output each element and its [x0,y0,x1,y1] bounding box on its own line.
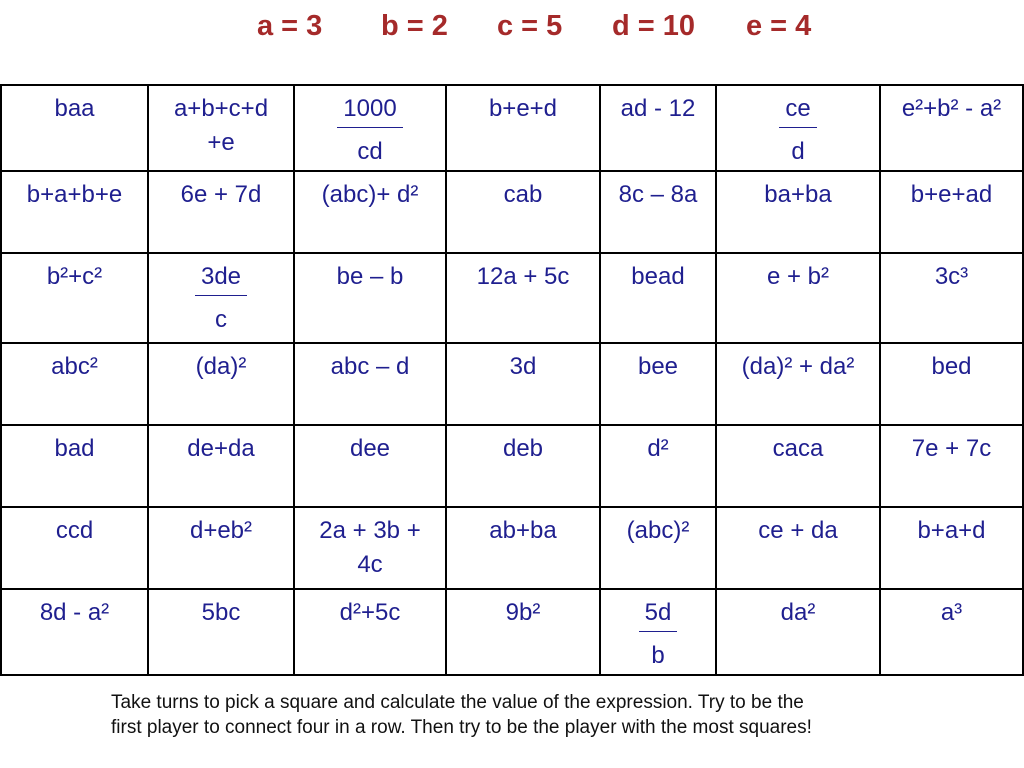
expression-square[interactable] [600,253,716,343]
fraction-denominator: c [214,306,227,333]
var-d: d = 10 [612,10,696,42]
expression-square[interactable] [294,343,446,425]
fraction-numerator: 5d [639,596,678,632]
expression-square[interactable] [294,507,446,589]
expression-square[interactable] [148,171,294,253]
expression-square[interactable] [880,507,1023,589]
expression-square[interactable] [880,425,1023,507]
expression-square[interactable] [1,85,148,171]
expression-text: b+e+d [488,95,558,122]
expression-text: abc² [51,353,98,380]
expression-text: ba+ba [764,181,832,208]
expression-text: d+eb² [189,517,253,544]
expression-square[interactable] [716,85,880,171]
expression-square[interactable] [446,589,600,675]
expression-square[interactable] [716,589,880,675]
expression-text: 5bc [201,599,241,626]
expression-text: bad [54,435,95,462]
expression-text: (abc)² [626,517,690,544]
expression-square[interactable] [716,507,880,589]
variable-values-header [0,6,1024,50]
expression-text: (da)² [195,353,247,380]
expression-square[interactable] [294,171,446,253]
expression-square[interactable] [880,589,1023,675]
expression-square[interactable] [716,253,880,343]
expression-text: 12a + 5c [476,263,570,290]
expression-text: e²+b² - a² [901,95,1002,122]
expression-text: a+b+c+d +e [173,95,269,156]
fraction-numerator: 1000 [337,92,402,128]
expression-square[interactable] [294,253,446,343]
expression-square[interactable] [148,343,294,425]
expression-text: bed [931,353,972,380]
expression-text: 3d [509,353,537,380]
fraction [779,92,816,169]
expression-square[interactable] [880,171,1023,253]
var-c: c = 5 [497,10,563,42]
expression-square[interactable] [148,589,294,675]
var-e: e = 4 [746,10,812,42]
grid-row [1,343,1023,425]
expression-text: be – b [336,263,404,290]
expression-text: ad - 12 [620,95,696,122]
expression-square[interactable] [600,343,716,425]
grid-row [1,85,1023,171]
expression-text: a³ [940,599,963,626]
fraction [195,260,247,337]
expression-text: 8d - a² [39,599,110,626]
expression-text: 2a + 3b + 4c [319,517,421,578]
expression-square[interactable] [446,343,600,425]
expression-text: 9b² [505,599,541,626]
expression-text: b+a+d [917,517,986,544]
expression-square[interactable] [446,171,600,253]
expression-text: d² [647,435,669,462]
fraction-numerator: 3de [195,260,247,296]
instructions [111,690,991,740]
expression-text: da² [780,599,816,626]
expression-square[interactable] [600,425,716,507]
expression-square[interactable] [600,85,716,171]
grid-row [1,253,1023,343]
expression-square[interactable] [446,425,600,507]
expression-text: 8c – 8a [618,181,698,208]
expression-text: ccd [55,517,94,544]
expression-text: b+a+b+e [26,181,123,208]
expression-square[interactable] [1,343,148,425]
expression-text: bee [637,353,679,380]
expression-square[interactable] [1,507,148,589]
expression-square[interactable] [716,171,880,253]
expression-text: d²+5c [339,599,401,626]
expression-text: (da)² + da² [741,353,855,380]
expression-square[interactable] [880,343,1023,425]
grid-row [1,589,1023,675]
var-a: a = 3 [257,10,323,42]
expression-square[interactable] [600,507,716,589]
expression-square[interactable] [1,425,148,507]
expression-square[interactable] [880,253,1023,343]
expression-square[interactable] [1,171,148,253]
expression-square[interactable] [716,343,880,425]
fraction-denominator: cd [357,138,383,165]
grid-row [1,171,1023,253]
expression-square[interactable] [716,425,880,507]
expression-grid [0,84,1024,676]
expression-square[interactable] [1,589,148,675]
expression-square[interactable] [446,507,600,589]
fraction-denominator: b [651,642,665,669]
expression-square[interactable] [148,507,294,589]
fraction-denominator: d [791,138,805,165]
expression-text: 3c³ [934,263,969,290]
expression-text: bead [631,263,685,290]
expression-square[interactable] [600,589,716,675]
expression-text: 7e + 7c [911,435,992,462]
expression-text: 6e + 7d [180,181,262,208]
expression-square[interactable] [148,253,294,343]
expression-text: caca [772,435,824,462]
fraction [337,92,402,169]
expression-square[interactable] [600,171,716,253]
expression-text: deb [502,435,544,462]
expression-square[interactable] [446,253,600,343]
expression-text: dee [349,435,391,462]
expression-square[interactable] [148,425,294,507]
fraction [639,596,678,673]
expression-text: de+da [187,435,255,462]
expression-square[interactable] [880,85,1023,171]
expression-square[interactable] [1,253,148,343]
expression-square[interactable] [446,85,600,171]
grid-row [1,507,1023,589]
expression-text: (abc)+ d² [321,181,419,208]
expression-square[interactable] [294,589,446,675]
expression-square[interactable] [148,85,294,171]
fraction-numerator: ce [779,92,816,128]
expression-text: ce + da [758,517,838,544]
grid-row [1,425,1023,507]
expression-text: b+e+ad [910,181,993,208]
var-b: b = 2 [381,10,448,42]
instructions-line-2: first player to connect four in a row. Then try to be the player with the most squares! [111,717,812,738]
expression-text: abc – d [330,353,410,380]
expression-text: b²+c² [46,263,103,290]
expression-text: ab+ba [489,517,557,544]
instructions-line-1: Take turns to pick a square and calculate the value of the expression. Try to be the [111,692,804,713]
expression-text: cab [503,181,543,208]
expression-square[interactable] [294,425,446,507]
expression-text: e + b² [766,263,830,290]
expression-text: baa [54,95,95,122]
expression-square[interactable] [294,85,446,171]
